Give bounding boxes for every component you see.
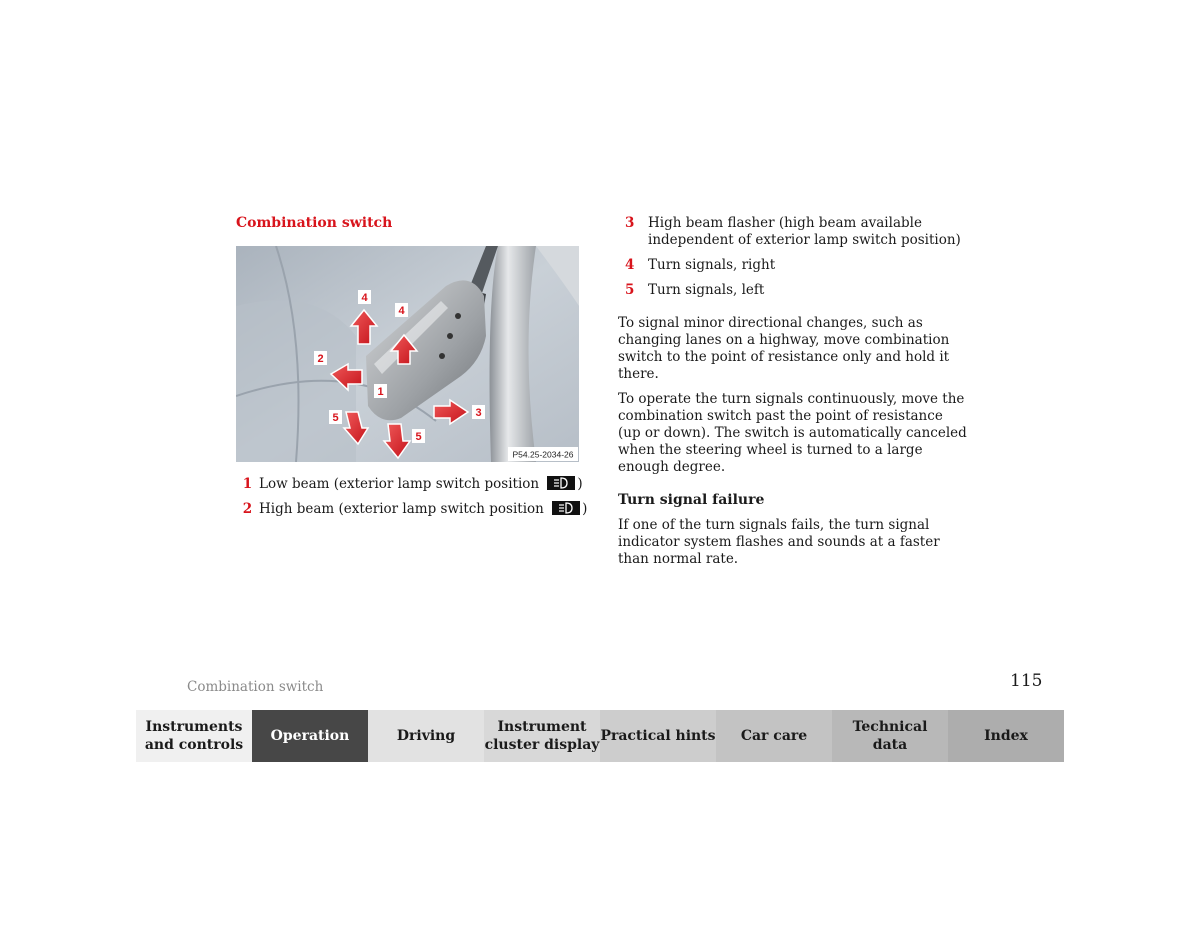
nav-tab-label: Car care: [740, 728, 808, 744]
nav-tab-label: Index: [984, 728, 1028, 744]
nav-tab-instruments-and-controls[interactable]: [136, 710, 252, 762]
legend-item: [618, 215, 968, 249]
nav-tab-car-care[interactable]: [716, 710, 832, 762]
legend-text-after: ): [582, 501, 588, 517]
nav-tab-label: Instrument: [497, 719, 587, 735]
nav-tab-driving[interactable]: [368, 710, 484, 762]
nav-tab-label: Instruments: [145, 719, 243, 735]
nav-tab-label: Technical: [852, 719, 928, 735]
paragraph: If one of the turn signals fails, the turn signal indicator system flashes and sounds at a faster than normal rate.: [618, 517, 940, 567]
nav-tab-label: Driving: [396, 728, 456, 744]
headlamp-icon: [552, 501, 580, 515]
legend-text: [259, 476, 583, 493]
nav-tab-label: Practical hints: [600, 728, 716, 744]
legend-text: Turn signals, left: [648, 282, 765, 298]
nav-tab-label: data: [872, 737, 908, 753]
paragraph: To signal minor directional changes, such as changing lanes on a highway, move combination switch to the point of resistance only and hold it there.: [618, 315, 950, 382]
legend-item: [618, 257, 968, 274]
nav-tab-operation[interactable]: [252, 710, 368, 762]
legend-item: [618, 282, 968, 299]
legend-text-after: ): [577, 476, 583, 492]
legend-text: High beam flasher (high beam available independent of exterior lamp switch position): [648, 215, 961, 248]
section-nav: [136, 710, 1064, 762]
paragraph: To operate the turn signals continuously, move the combination switch past the point of resistance (up or down). The switch is automatically canceled when the steering wheel is turned to a large enough degree.: [618, 391, 967, 475]
callout-3: 3: [475, 407, 482, 419]
nav-tab-practical-hints[interactable]: [600, 710, 716, 762]
legend-number: 1: [242, 476, 253, 492]
nav-tab-index[interactable]: [948, 710, 1064, 762]
legend-text: [259, 501, 587, 518]
nav-tab-label: cluster display: [484, 737, 600, 753]
headlamp-icon: [547, 476, 575, 490]
subheading: Turn signal failure: [618, 492, 765, 508]
nav-tab-instrument-cluster-display[interactable]: [484, 710, 600, 762]
legend-number: 5: [625, 282, 635, 298]
callout-2: 2: [317, 353, 324, 365]
legend-number: 3: [625, 215, 635, 231]
nav-tab-technical-data[interactable]: [832, 710, 948, 762]
nav-tab-label: Operation: [270, 728, 350, 744]
page-number: 115: [1010, 671, 1043, 691]
legend-list: [236, 476, 596, 526]
callout-1: 1: [377, 386, 384, 398]
nav-tab-label: and controls: [144, 737, 244, 753]
legend-item: [236, 501, 596, 518]
callout-4a: 4: [361, 292, 368, 304]
legend-item: [236, 476, 596, 493]
figure-code: P54.25-2034-26: [512, 449, 574, 460]
footer-section-title: Combination switch: [187, 679, 324, 695]
section-title: Combination switch: [236, 215, 393, 231]
illustration-svg: [236, 246, 579, 462]
right-column: [618, 215, 968, 576]
combination-switch-illustration: [236, 246, 579, 462]
legend-number: 2: [242, 501, 253, 517]
callout-4b: 4: [398, 305, 405, 317]
legend-text: Turn signals, right: [648, 257, 776, 273]
callout-5b: 5: [415, 431, 422, 443]
legend-text-before: High beam (exterior lamp switch position: [259, 501, 544, 517]
callout-5a: 5: [332, 412, 339, 424]
legend-text-before: Low beam (exterior lamp switch position: [259, 476, 540, 492]
legend-number: 4: [625, 257, 635, 273]
